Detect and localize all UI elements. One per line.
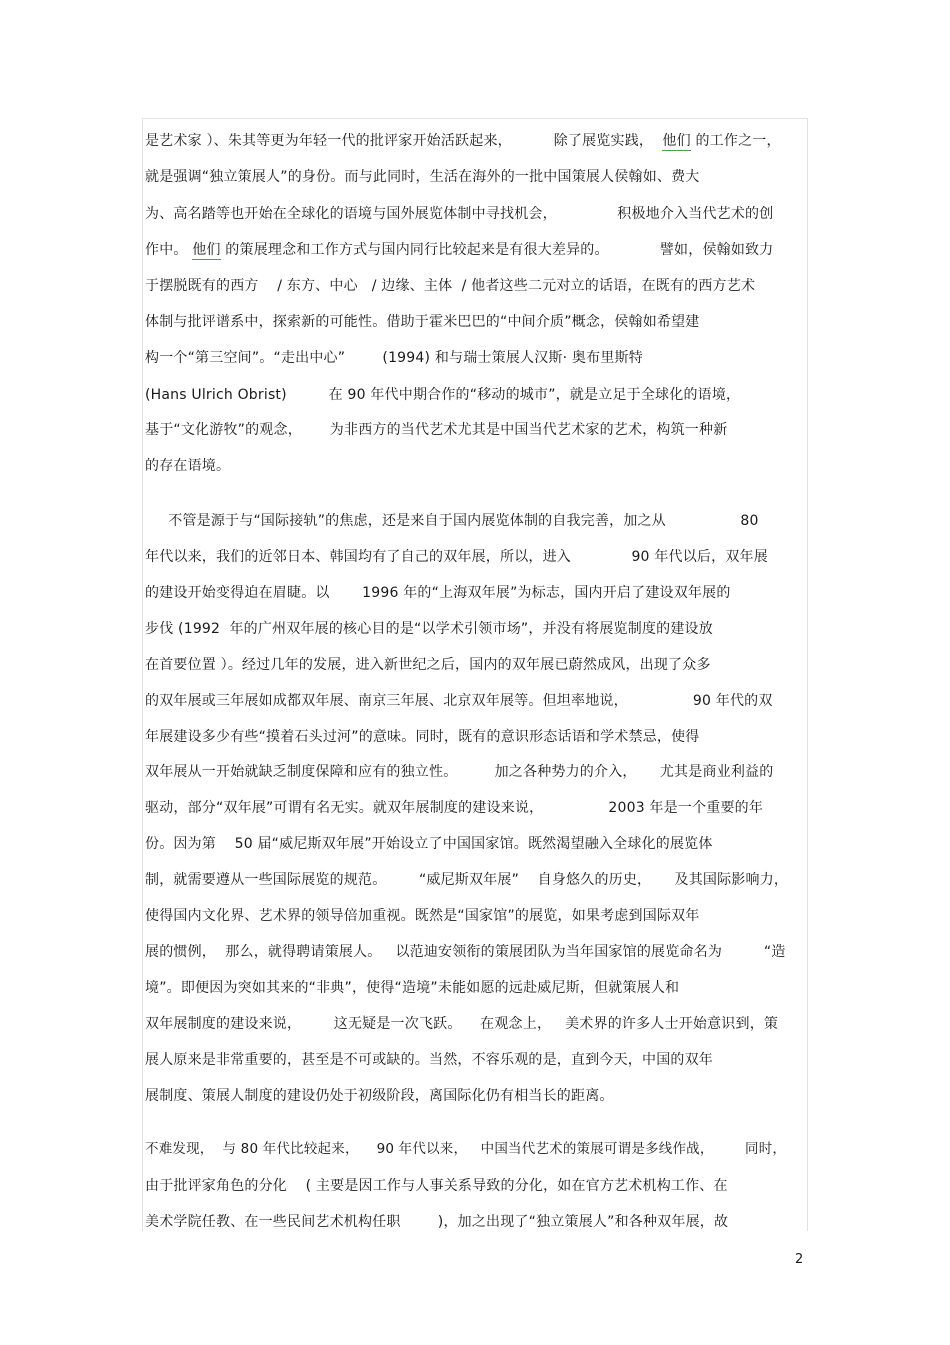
text-line [145, 420, 727, 440]
text-segment: 由于批评家角色的分化 ( 主要是因工作与人事关系导致的分化，如在官方艺术机构工作、在 [145, 1178, 728, 1194]
text-segment: 步伐 (1992 年的广州双年展的核心目的是“以学术引领市场”，并没有将展览制度的建设放 [145, 621, 713, 637]
text-segment: 的双年展或三年展如成都双年展、南京三年展、北京双年展等。但坦率地说， 90 年代的双 [145, 693, 773, 709]
underlined-word: 他们 [192, 242, 221, 258]
text-segment: 于摆脱既有的西方 / 东方、中心 / 边缘、主体 / 他者这些二元对立的话语，在既有的西方艺术 [145, 278, 756, 294]
text-line [145, 511, 759, 531]
text-line [145, 906, 700, 926]
text-segment: 展的惯例， 那么，就得聘请策展人。 以范迪安领衔的策展团队为当年国家馆的展览命名为 “造 [145, 944, 786, 960]
text-segment: 境”。即便因为突如其来的“非典”，使得“造境”未能如愿的远赴威尼斯，但就策展人和 [145, 980, 680, 996]
text-segment: 年展建设多少有些“摸着石头过河”的意味。同时，既有的意识形态话语和学术禁忌，使得 [145, 729, 700, 745]
text-segment: 基于“文化游牧”的观念， 为非西方的当代艺术尤其是中国当代艺术家的艺术，构筑一种新 [145, 422, 728, 438]
text-segment: 的存在语境。 [145, 458, 231, 474]
text-line [145, 385, 740, 405]
text-line [145, 456, 230, 476]
text-line [145, 978, 679, 998]
text-line [145, 348, 643, 368]
text-line [145, 691, 773, 711]
text-segment: 的策展理念和工作方式与国内同行比较起来是有很大差异的。 譬如，侯翰如致力 [220, 242, 774, 258]
text-segment: 构一个“第三空间”。“走出中心” (1994) 和与瑞士策展人汉斯· 奥布里斯特 [145, 350, 643, 366]
text-line [145, 167, 700, 187]
text-line [145, 1176, 728, 1196]
text-line [145, 276, 755, 296]
text-segment: 双年展从一开始就缺乏制度保障和应有的独立性。 加之各种势力的介入， 尤其是商业利益的 [145, 764, 774, 780]
text-line [145, 870, 788, 890]
text-segment: 是艺术家 ）、朱其等更为年轻一代的批评家开始活跃起来， 除了展览实践， [145, 133, 663, 149]
text-line [145, 1014, 778, 1034]
text-segment: 展人原来是非常重要的，甚至是不可或缺的。当然，不容乐观的是，直到今天，中国的双年 [145, 1052, 713, 1068]
text-segment: 作中。 [145, 242, 193, 258]
text-segment: 不管是源于与“国际接轨”的焦虑，还是来自于国内展览体制的自我完善，加之从 80 [145, 513, 759, 529]
text-segment: 体制与批评谱系中，探索新的可能性。借助于霍米巴巴的“中间介质”概念，侯翰如希望建 [145, 314, 700, 330]
text-segment: 年代以来，我们的近邻日本、韩国均有了自己的双年展，所以，进入 90 年代以后，双年展 [145, 549, 768, 565]
text-line [145, 1086, 614, 1106]
text-segment: 双年展制度的建设来说， 这无疑是一次飞跃。 在观念上， 美术界的许多人士开始意识到，策 [145, 1016, 779, 1032]
text-segment: 就是强调“独立策展人”的身份。而与此同时，生活在海外的一批中国策展人侯翰如、费大 [145, 169, 700, 185]
text-line [145, 131, 781, 151]
text-segment: 的建设开始变得迫在眉睫。以 1996 年的“上海双年展”为标志，国内开启了建设双年展的 [145, 585, 731, 601]
text-line [145, 619, 713, 639]
text-segment: 制，就需要遵从一些国际展览的规范。 “威尼斯双年展” 自身悠久的历史， 及其国际影响力， [145, 872, 789, 888]
page-number: 2 [795, 1252, 804, 1267]
text-segment: 份。因为第 50 届“威尼斯双年展”开始设立了中国国家馆。既然渴望融入全球化的展览体 [145, 836, 713, 852]
text-line [145, 834, 713, 854]
text-line [145, 1212, 728, 1232]
text-segment: 的工作之一， [690, 133, 781, 149]
text-line [145, 655, 711, 675]
text-segment: 驱动，部分“双年展”可谓有名无实。就双年展制度的建设来说， 2003 年是一个重要的年 [145, 800, 764, 816]
underlined-word: 他们 [662, 133, 691, 149]
text-line [145, 547, 768, 567]
text-segment: 不难发现， 与 80 年代比较起来， 90 年代以来， 中国当代艺术的策展可谓是多线作战， 同时， [145, 1141, 787, 1157]
text-segment: 展制度、策展人制度的建设仍处于初级阶段，离国际化仍有相当长的距离。 [145, 1088, 614, 1104]
text-line [145, 583, 731, 603]
text-segment: 使得国内文化界、艺术界的领导倍加重视。既然是“国家馆”的展览，如果考虑到国际双年 [145, 908, 700, 924]
text-segment: 为、高名踏等也开始在全球化的语境与国外展览体制中寻找机会， 积极地介入当代艺术的创 [145, 206, 774, 222]
text-line [145, 762, 773, 782]
text-line [145, 1139, 786, 1159]
text-line [145, 942, 786, 962]
text-segment: 美术学院任教、在一些民间艺术机构任职 )，加之出现了“独立策展人”和各种双年展，故 [145, 1214, 729, 1230]
text-line [145, 798, 763, 818]
text-segment: 在首要位置 ）。经过几年的发展，进入新世纪之后，国内的双年展已蔚然成风，出现了众多 [145, 657, 711, 673]
text-segment: (Hans Ulrich Obrist) 在 90 年代中期合作的“移动的城市”，就是立足于全球化的语境， [145, 387, 741, 403]
text-line [145, 1050, 713, 1070]
text-line [145, 204, 773, 224]
text-line [145, 240, 773, 260]
text-line [145, 312, 700, 332]
text-line [145, 727, 700, 747]
